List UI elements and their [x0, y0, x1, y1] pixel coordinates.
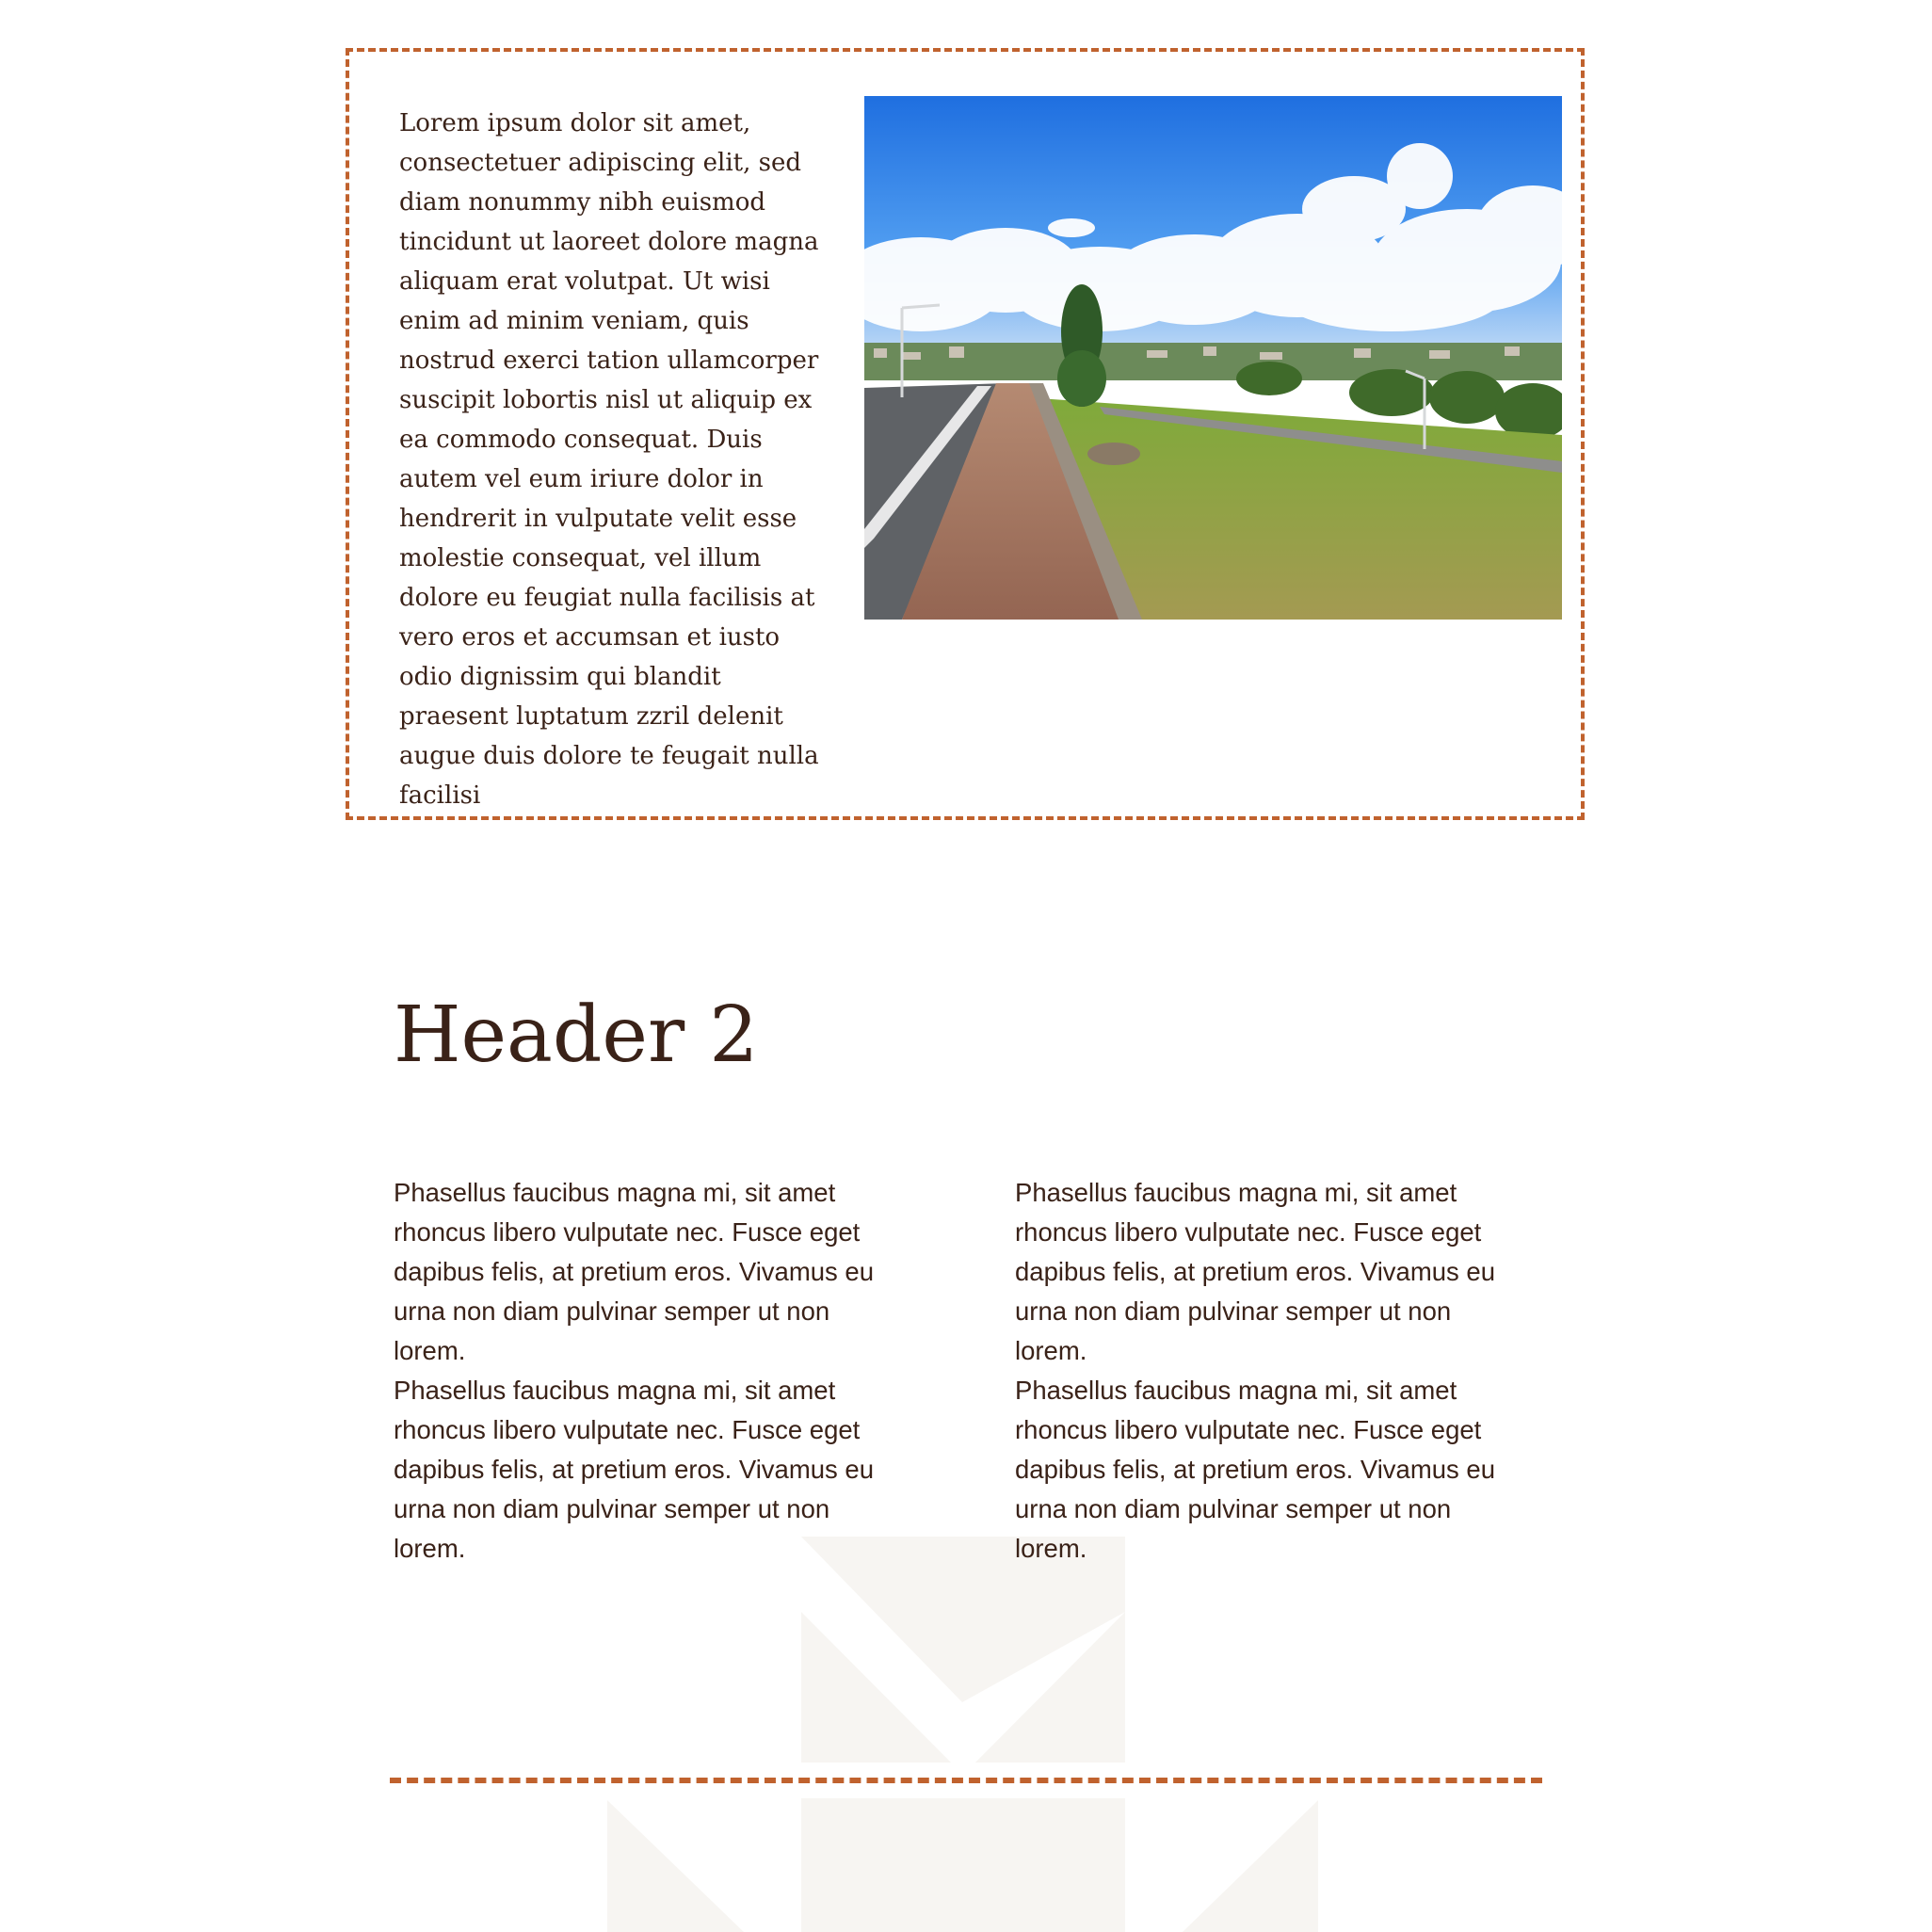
left-paragraph-1: Phasellus faucibus magna mi, sit amet rhoncus libero vulputate nec. Fusce eget dapibus felis, at pretium eros. Vivamus eu urna non diam pulvinar semper ut non lorem. [394, 1178, 875, 1365]
right-paragraph-1: Phasellus faucibus magna mi, sit amet rhoncus libero vulputate nec. Fusce eget dapibus felis, at pretium eros. Vivamus eu urna non diam pulvinar semper ut non lorem. [1015, 1178, 1496, 1365]
landscape-photo [864, 96, 1562, 620]
right-text-column [1015, 1173, 1523, 1569]
divider-line [390, 1778, 1542, 1783]
intro-box [346, 48, 1585, 820]
right-paragraph-2: Phasellus faucibus magna mi, sit amet rhoncus libero vulputate nec. Fusce eget dapibus felis, at pretium eros. Vivamus eu urna non diam pulvinar semper ut non lorem. [1015, 1376, 1496, 1563]
dashed-divider [375, 1763, 1557, 1798]
watermark-left-wing [607, 1800, 744, 1932]
left-paragraph-2: Phasellus faucibus magna mi, sit amet rhoncus libero vulputate nec. Fusce eget dapibus felis, at pretium eros. Vivamus eu urna non diam pulvinar semper ut non lorem. [394, 1376, 875, 1563]
intro-paragraph: Lorem ipsum dolor sit amet, consectetuer adipiscing elit, sed diam nonummy nibh euismod tincidunt ut laoreet dolore magna aliquam erat volutpat. Ut wisi enim ad minim veniam, quis nostrud exerci tation ullamcorper suscipit lobortis nisl ut aliquip ex ea commodo consequat. Duis autem vel eum iriure dolor in hendrerit in vulputate velit esse molestie consequat, vel illum dolore eu feugiat nulla facilisis at vero eros et accumsan et iusto odio dignissim qui blandit praesent luptatum zzril delenit augue duis dolore te feugait nulla facilisi [399, 109, 819, 810]
watermark-right-wing [1183, 1800, 1318, 1932]
left-text-column [394, 1173, 902, 1569]
section-header: Header 2 [394, 990, 759, 1080]
